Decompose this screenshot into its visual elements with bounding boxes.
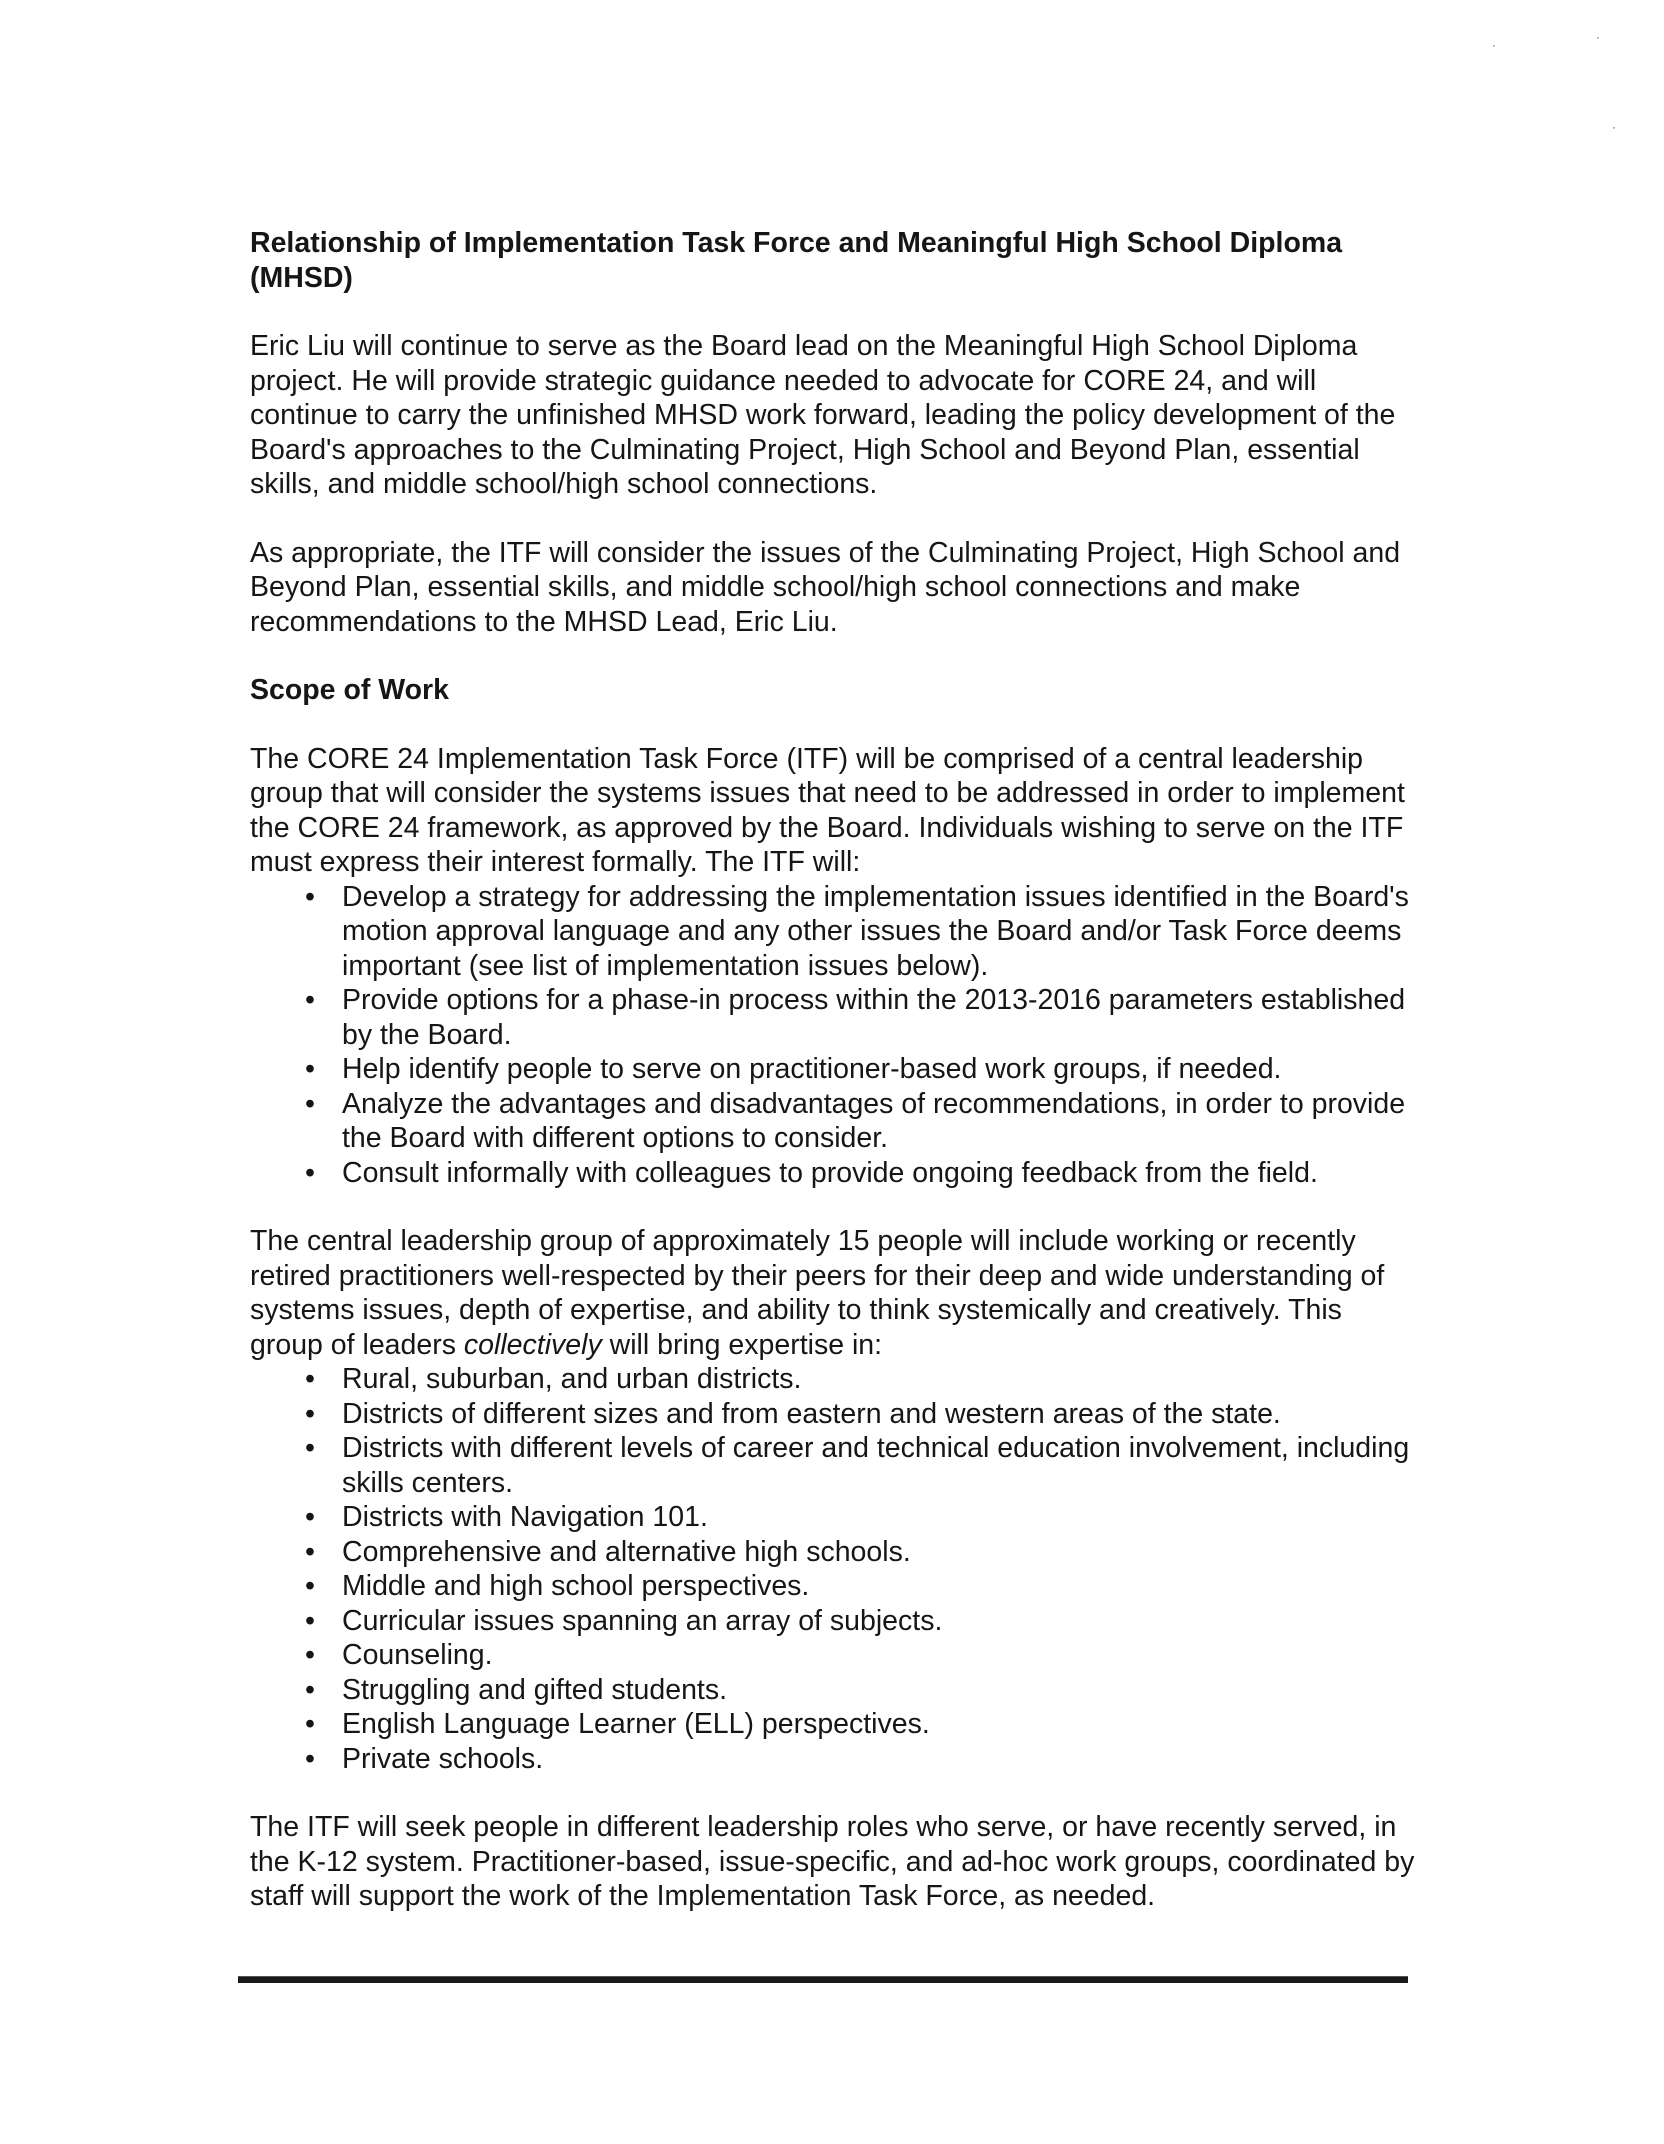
bullet-icon: • (305, 1363, 315, 1395)
list-item: • Rural, suburban, and urban districts. (305, 1363, 802, 1395)
scan-speck: · (1492, 38, 1496, 52)
scan-speck: · (1612, 120, 1616, 134)
paragraph-final: The ITF will seek people in different leadership roles who serve, or have recently served, in the K-12 system. Practitioner-based, issue-specific, and ad-hoc work groups, coordinated by staff will support the work of the Implementation Task Force, as needed. (250, 1811, 1415, 1912)
section-heading-scope: Scope of Work (250, 674, 449, 706)
list-item: • Counseling. (305, 1639, 493, 1671)
list-item: • Develop a strategy for addressing the implementation issues identified in the Board's motion approval language and any other issues the Board and/or Task Force deems important (see list of implementation issues below). (305, 880, 1409, 982)
bullet-icon: • (305, 1604, 315, 1637)
paragraph-eric-liu: Eric Liu will continue to serve as the Board lead on the Meaningful High School Diploma project. He will provide strategic guidance needed to advocate for CORE 24, and will continue to carry the unfinished MHSD work forward, leading the policy development of the Board's approaches to the Culminating Project, High School and Beyond Plan, essential skills, and middle school/high school connections. (250, 330, 1396, 500)
list-item: • Analyze the advantages and disadvantages of recommendations, in order to provide the Board with different options to consider. (305, 1087, 1406, 1154)
bullet-icon: • (305, 1570, 315, 1602)
bullet-icon: • (305, 1087, 315, 1120)
bullet-icon: • (305, 984, 315, 1016)
list-item: • Struggling and gifted students. (305, 1673, 728, 1706)
bullet-icon: • (305, 1156, 315, 1189)
list-item: • Middle and high school perspectives. (305, 1570, 810, 1602)
footer-divider (238, 1976, 1408, 1983)
bullet-icon: • (305, 1501, 315, 1533)
list-item: • Help identify people to serve on practitioner-based work groups, if needed. (305, 1053, 1282, 1085)
expertise-bullet-list (250, 1362, 1420, 1776)
bullet-icon: • (305, 1673, 315, 1706)
list-item: • Comprehensive and alternative high schools. (305, 1535, 911, 1568)
paragraph-itf-consider: As appropriate, the ITF will consider the issues of the Culminating Project, High School and Beyond Plan, essential skills, and middle school/high school connections and make recommendations to the MHSD Lead, Eric Liu. (250, 536, 1401, 638)
scope-bullet-list (250, 880, 1420, 1191)
list-item: • Districts with different levels of career and technical education involvement, including skills centers. (305, 1432, 1410, 1499)
list-item: • Curricular issues spanning an array of subjects. (305, 1604, 943, 1637)
bullet-icon: • (305, 1432, 315, 1464)
list-item: • Provide options for a phase-in process within the 2013-2016 parameters established by the Board. (305, 984, 1406, 1051)
paragraph-scope: The CORE 24 Implementation Task Force (ITF) will be comprised of a central leadership group that will consider the systems issues that need to be addressed in order to implement the CORE 24 framework, as approved by the Board. Individuals wishing to serve on the ITF must express their interest formally. The ITF will: (250, 742, 1405, 878)
bullet-icon: • (305, 1053, 315, 1085)
bullet-icon: • (305, 1535, 315, 1568)
bullet-icon: • (305, 1639, 315, 1671)
list-item: • Districts of different sizes and from eastern and western areas of the state. (305, 1397, 1281, 1430)
bullet-icon: • (305, 1397, 315, 1430)
list-item: • English Language Learner (ELL) perspectives. (305, 1708, 930, 1740)
list-item: • Districts with Navigation 101. (305, 1501, 708, 1533)
document-body (250, 226, 1420, 1914)
bullet-icon: • (305, 880, 315, 913)
bullet-icon: • (305, 1708, 315, 1740)
section-heading-mhsd: Relationship of Implementation Task Force and Meaningful High School Diploma (MHSD) (250, 227, 1343, 294)
scan-speck: · (1596, 30, 1600, 44)
list-item: • Consult informally with colleagues to provide ongoing feedback from the field. (305, 1156, 1318, 1189)
bullet-icon: • (305, 1742, 315, 1775)
paragraph-central-group: The central leadership group of approximately 15 people will include working or recently retired practitioners well-respected by their peers for their deep and wide understanding of systems issues, depth of expertise, and ability to think systemically and creatively. This group of leaders collectively will bring expertise in: (250, 1225, 1385, 1361)
list-item: • Private schools. (305, 1742, 544, 1775)
emphasis-collectively: collectively (463, 1328, 602, 1361)
